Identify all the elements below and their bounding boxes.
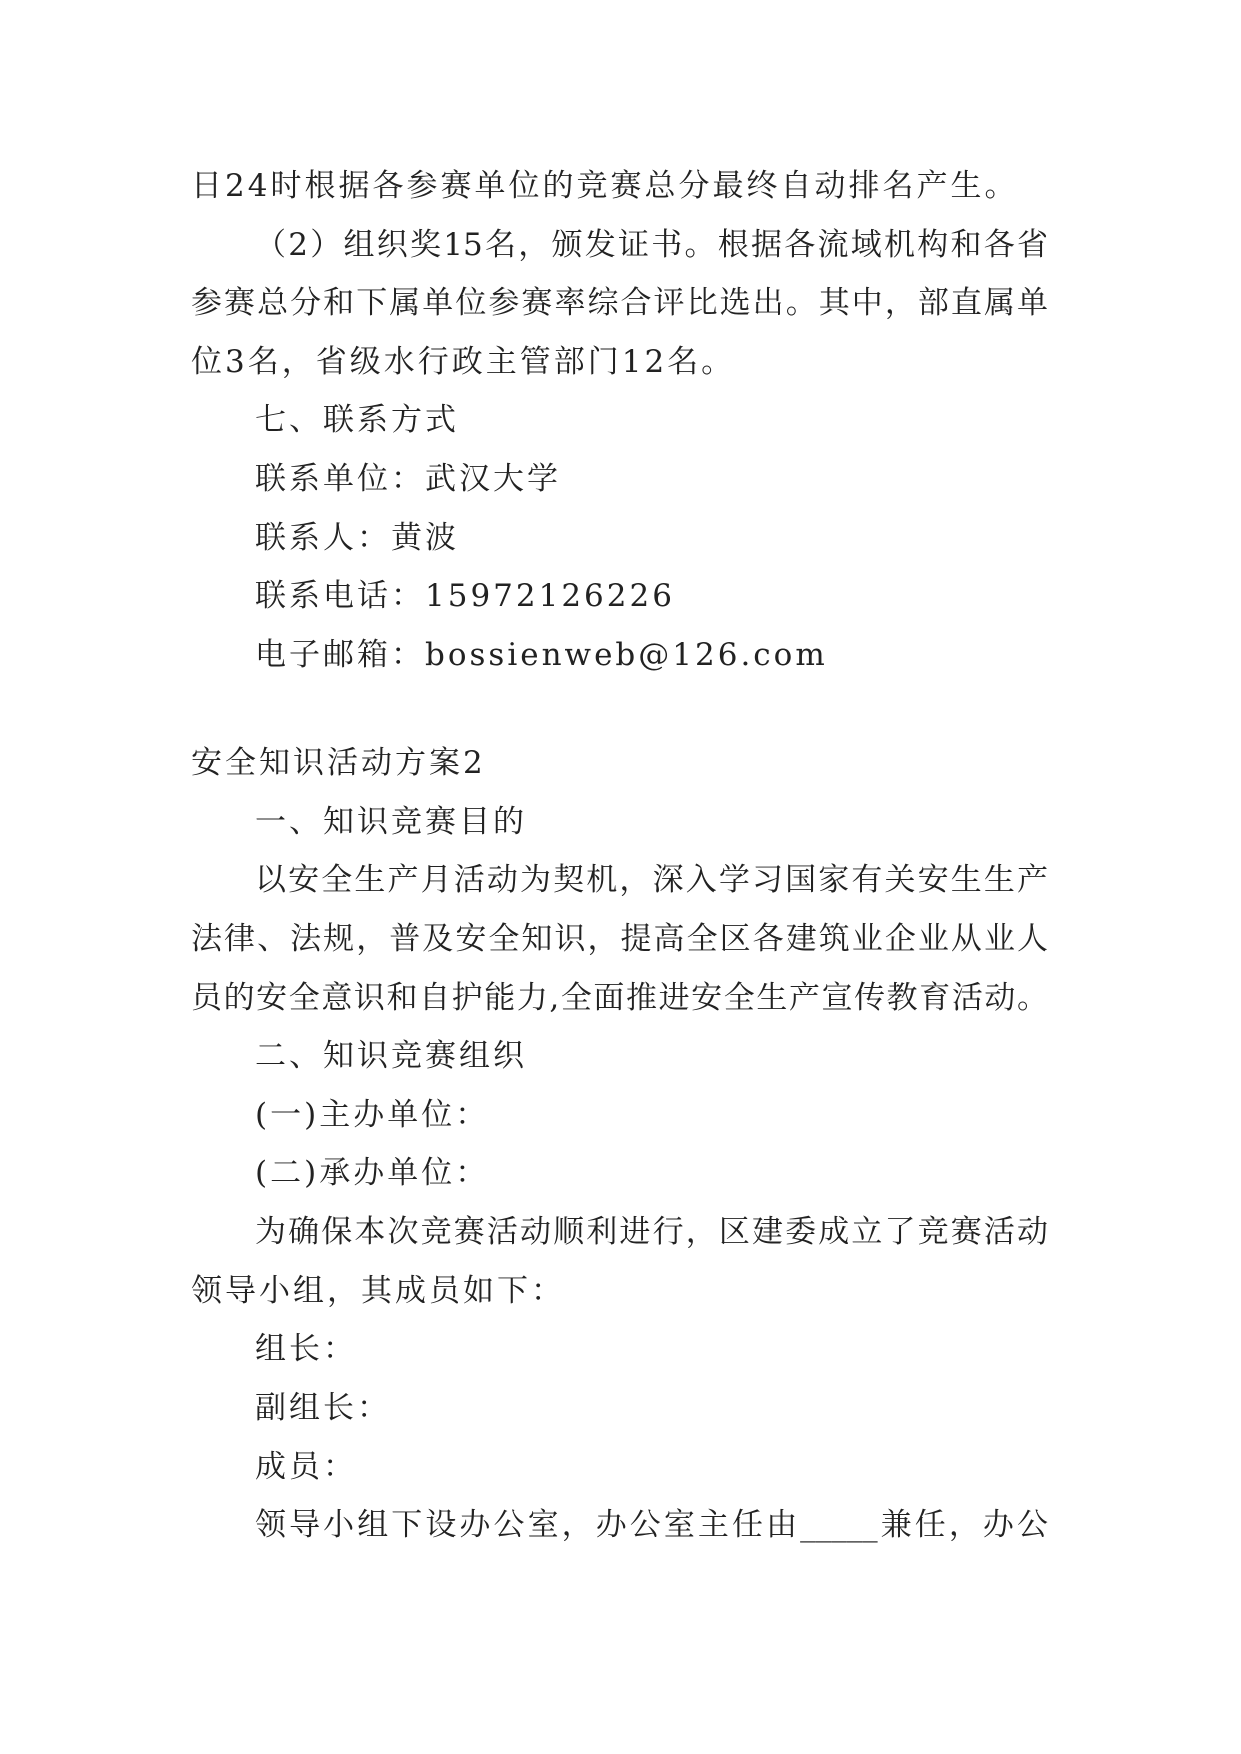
member-role: 副组长：: [255, 1390, 391, 1426]
paragraph-line: 领导小组，其成员如下：: [191, 1273, 565, 1309]
paragraph-line: （2）组织奖15名，颁发证书。根据各流域机构和各省: [255, 227, 1048, 263]
member-role: 组长：: [255, 1331, 357, 1367]
contact-unit: 联系单位：武汉大学: [255, 461, 561, 497]
paragraph-line: 为确保本次竞赛活动顺利进行，区建委成立了竞赛活动: [255, 1214, 1048, 1250]
list-item: (一)主办单位：: [255, 1097, 490, 1133]
contact-email: 电子邮箱：bossienweb@126.com: [255, 637, 828, 673]
paragraph-line: 位3名，省级水行政主管部门12名。: [191, 344, 736, 380]
paragraph-line: 领导小组下设办公室，办公室主任由_____兼任，办公: [255, 1507, 1048, 1543]
contact-phone: 联系电话：15972126226: [255, 578, 675, 614]
list-item: (二)承办单位：: [255, 1155, 490, 1191]
paragraph-line: 日24时根据各参赛单位的竞赛总分最终自动排名产生。: [191, 168, 1019, 204]
section-heading: 一、知识竞赛目的: [255, 804, 527, 840]
section-heading: 七、联系方式: [255, 402, 459, 438]
contact-person: 联系人：黄波: [255, 520, 459, 556]
paragraph-line: 参赛总分和下属单位参赛率综合评比选出。其中，部直属单: [191, 285, 1048, 321]
paragraph-line: 员的安全意识和自护能力,全面推进安全生产宣传教育活动。: [191, 980, 1048, 1016]
section-heading: 二、知识竞赛组织: [255, 1038, 527, 1074]
paragraph-line: 法律、法规，普及安全知识，提高全区各建筑业企业从业人: [191, 921, 1048, 957]
paragraph-line: 以安全生产月活动为契机，深入学习国家有关安生生产: [255, 862, 1048, 898]
document-title: 安全知识活动方案2: [191, 745, 486, 781]
member-role: 成员：: [255, 1449, 357, 1485]
